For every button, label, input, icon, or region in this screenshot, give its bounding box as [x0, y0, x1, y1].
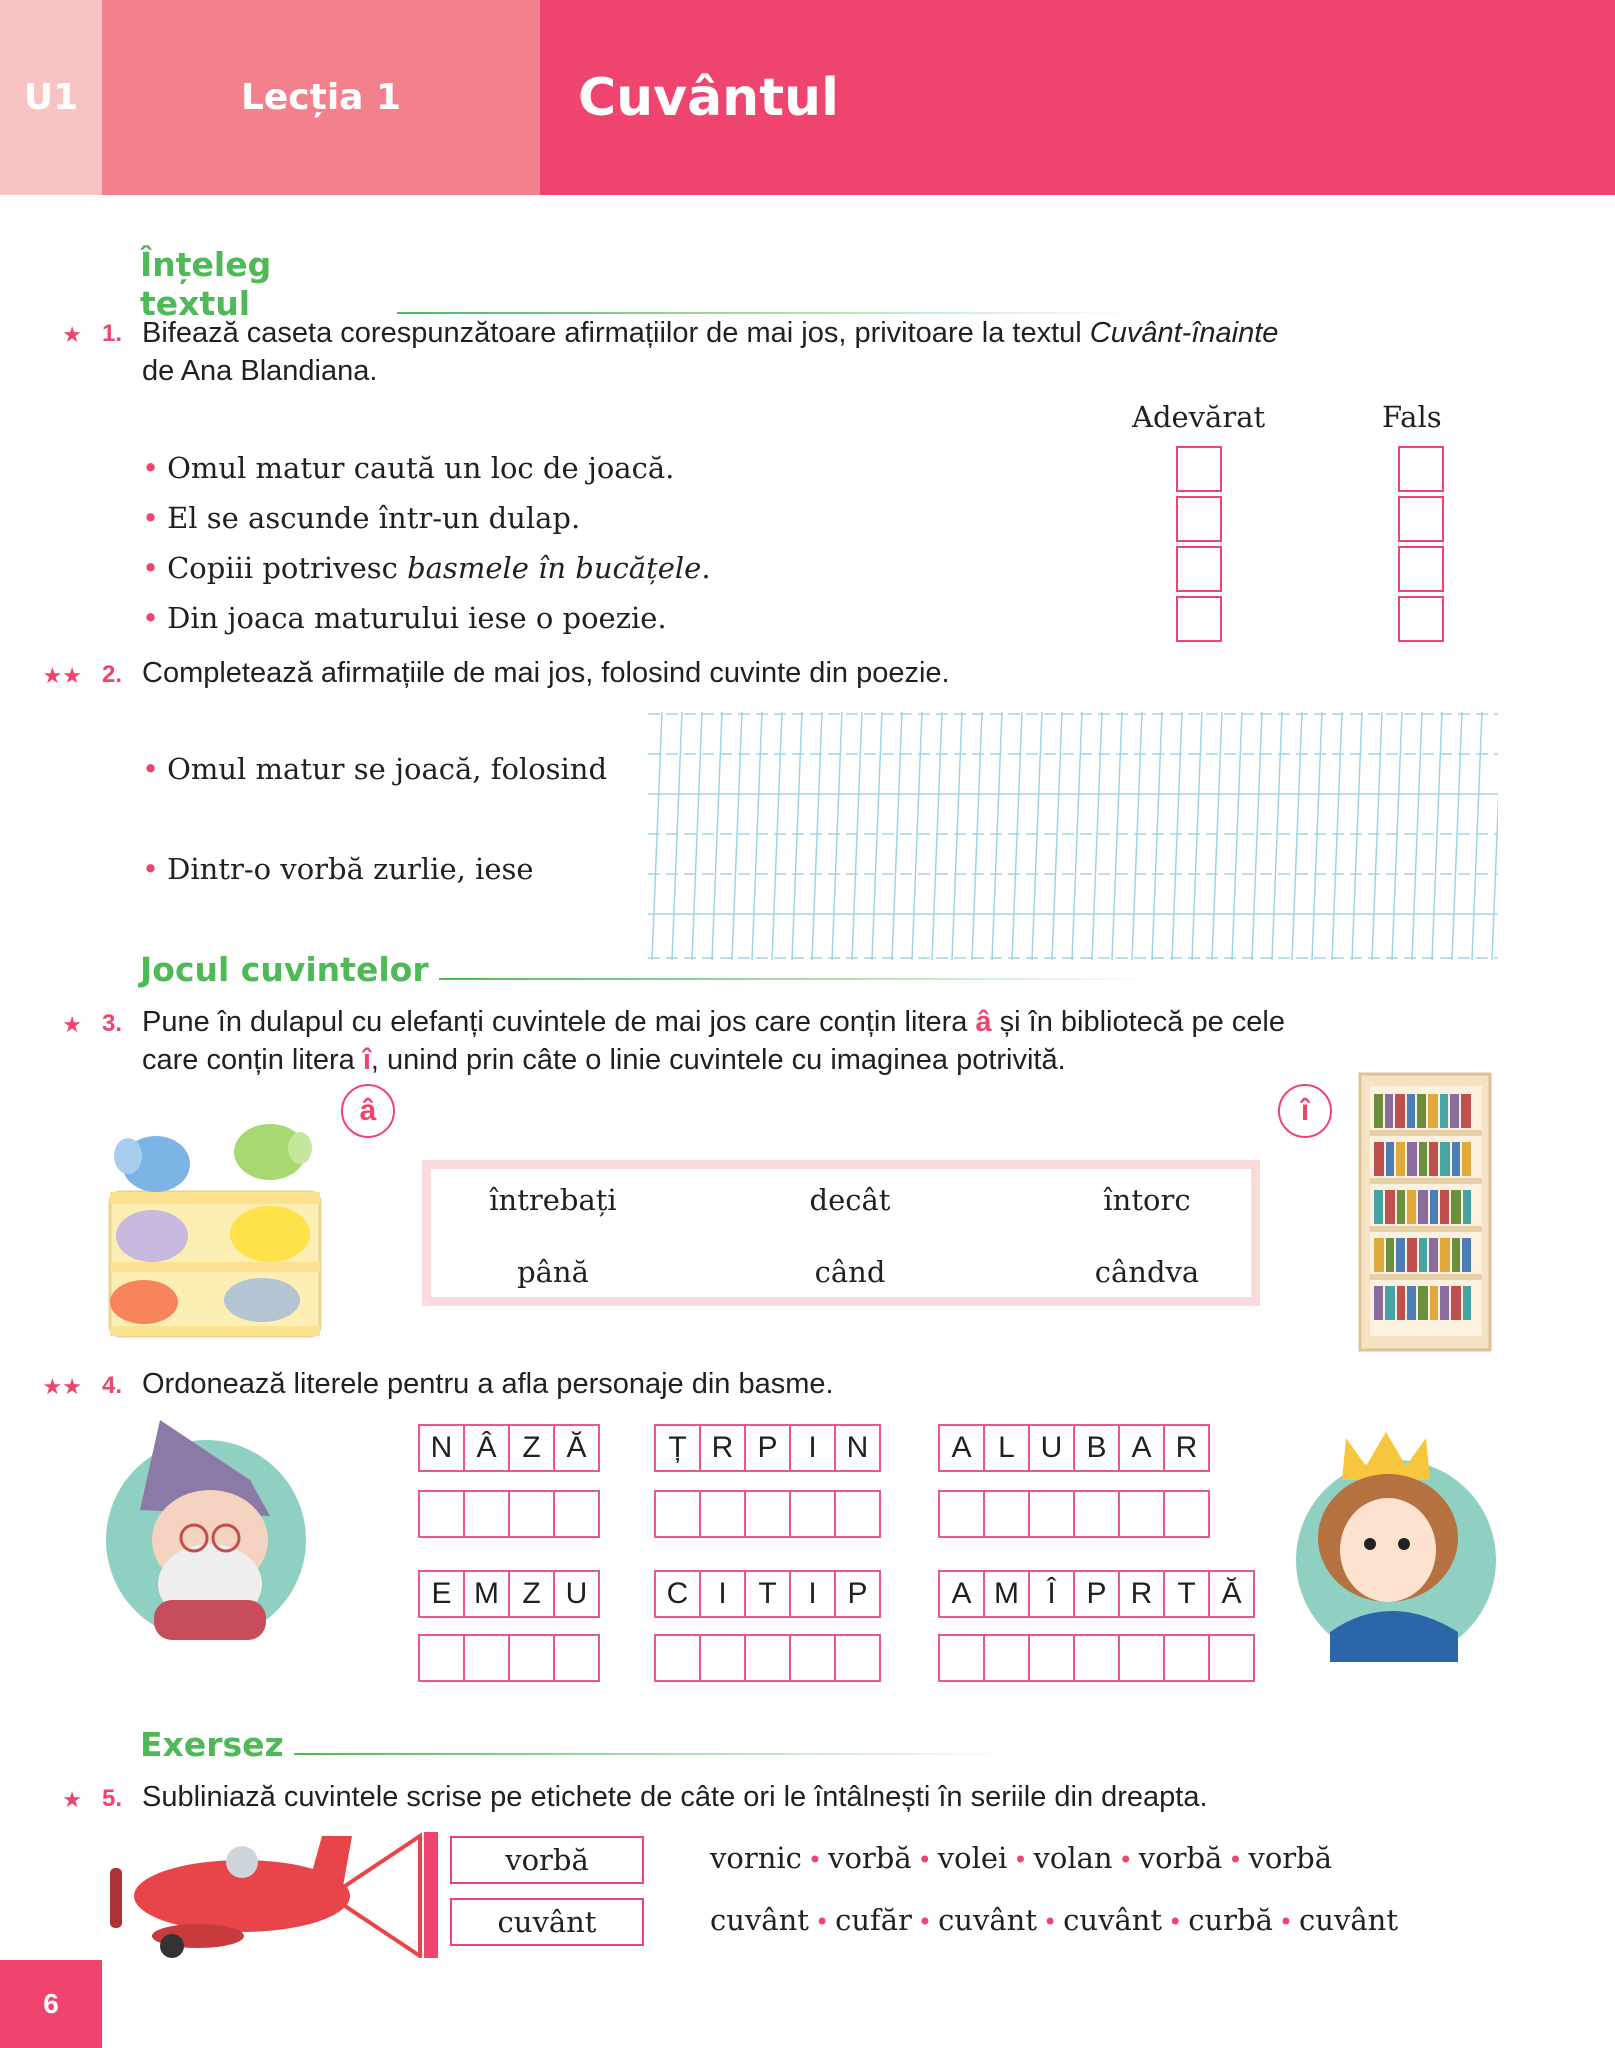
letter-cell: I — [789, 1424, 836, 1472]
exercise-5-instruction: Subliniază cuvintele scrise pe etichete de câte ori le întâlnești în seriile din dreapta. — [142, 1781, 1208, 1813]
letter-cell: Ă — [1208, 1570, 1255, 1618]
answer-cell[interactable] — [699, 1490, 746, 1538]
answer-cell[interactable] — [983, 1490, 1030, 1538]
section-title: Exersez — [140, 1725, 284, 1764]
exercise-2-instruction: Completează afirmațiile de mai jos, folosind cuvinte din poezie. — [142, 657, 950, 689]
heading-rule — [439, 978, 1159, 980]
letter-cell: R — [699, 1424, 746, 1472]
answer-cell[interactable] — [553, 1490, 600, 1538]
word-item[interactable]: când — [814, 1255, 886, 1289]
exercise-number: 3. — [102, 1010, 123, 1037]
series-word[interactable]: cufăr — [835, 1903, 912, 1937]
column-false: Fals — [1382, 400, 1442, 434]
letter-cell: M — [983, 1570, 1030, 1618]
answer-cell[interactable] — [1028, 1490, 1075, 1538]
exercise-number: 4. — [102, 1372, 123, 1399]
answer-grid-3[interactable] — [938, 1490, 1208, 1538]
letter-cell: U — [553, 1570, 600, 1618]
answer-cell[interactable] — [938, 1490, 985, 1538]
page-title: Cuvântul — [540, 0, 1615, 195]
letter-cell: E — [418, 1570, 465, 1618]
answer-cell[interactable] — [699, 1634, 746, 1682]
series-word[interactable]: cuvânt — [710, 1903, 809, 1937]
letter-cell: Î — [1028, 1570, 1075, 1618]
letter-cell: N — [418, 1424, 465, 1472]
answer-cell[interactable] — [654, 1634, 701, 1682]
completion-prompt-2: • Dintr-o vorbă zurlie, iese — [142, 852, 534, 886]
answer-cell[interactable] — [418, 1634, 465, 1682]
page-number: 6 — [0, 1960, 102, 2048]
letter-cell: P — [744, 1424, 791, 1472]
exercise-1-instruction — [142, 314, 1502, 390]
checkbox-true-1[interactable] — [1176, 446, 1222, 492]
answer-cell[interactable] — [744, 1490, 791, 1538]
text-title: Cuvânt-înainte — [1089, 317, 1279, 349]
answer-cell[interactable] — [1118, 1490, 1165, 1538]
answer-cell[interactable] — [938, 1634, 985, 1682]
word-item[interactable]: cândva — [1094, 1255, 1200, 1289]
answer-cell[interactable] — [1163, 1634, 1210, 1682]
answer-cell[interactable] — [418, 1490, 465, 1538]
checkbox-false-3[interactable] — [1398, 546, 1444, 592]
letter-cell: A — [1118, 1424, 1165, 1472]
answer-grid-1[interactable] — [418, 1490, 598, 1538]
word-label-1: vorbă — [450, 1836, 644, 1884]
letter-cell: Ț — [654, 1424, 701, 1472]
exercise-number: 1. — [102, 320, 123, 347]
letter-cell: N — [834, 1424, 881, 1472]
answer-cell[interactable] — [1208, 1634, 1255, 1682]
statement-2: • El se ascunde într-un dulap. — [142, 501, 581, 535]
checkbox-true-2[interactable] — [1176, 496, 1222, 542]
letter-a-badge: â — [341, 1084, 395, 1138]
statement-1: • Omul matur caută un loc de joacă. — [142, 451, 675, 485]
letter-cell: R — [1118, 1570, 1165, 1618]
word-item[interactable]: decât — [809, 1183, 891, 1217]
letter-cell: Ă — [553, 1424, 600, 1472]
series-word[interactable]: cuvânt — [938, 1903, 1037, 1937]
word-item[interactable]: întorc — [1103, 1183, 1191, 1217]
lesson-label: Lecția 1 — [102, 0, 540, 195]
answer-cell[interactable] — [508, 1634, 555, 1682]
letter-cell: Z — [508, 1570, 555, 1618]
section-title: Înțeleg textul — [140, 245, 272, 323]
gnome-illustration — [100, 1420, 314, 1642]
letter-cell: B — [1073, 1424, 1120, 1472]
letter-cell: P — [834, 1570, 881, 1618]
word-bank — [422, 1160, 1260, 1306]
letter-cell: T — [744, 1570, 791, 1618]
checkbox-false-1[interactable] — [1398, 446, 1444, 492]
answer-cell[interactable] — [834, 1490, 881, 1538]
answer-cell[interactable] — [654, 1490, 701, 1538]
letter-cell: A — [938, 1570, 985, 1618]
instruction-text: de Ana Blandiana. — [142, 355, 378, 387]
word-label-2: cuvânt — [450, 1898, 644, 1946]
exercise-number: 5. — [102, 1785, 123, 1812]
answer-grid-6[interactable] — [938, 1634, 1253, 1682]
letter-cell: I — [789, 1570, 836, 1618]
word-item[interactable]: până — [517, 1255, 589, 1289]
exercise-number: 2. — [102, 661, 123, 688]
letter-cell: Â — [463, 1424, 510, 1472]
series-word[interactable]: vornic — [710, 1841, 802, 1875]
difficulty-stars: ★★ — [42, 663, 82, 688]
letter-puzzle-4 — [418, 1570, 598, 1618]
series-word[interactable]: vorbă — [1248, 1841, 1333, 1875]
exercise-3-instruction: Pune în dulapul cu elefanți cuvintele de mai jos care conțin litera â și în bibliotecă pe cele care conțin litera î, unind prin câte o linie cuvintele cu imaginea potrivită. — [142, 1006, 1285, 1076]
letter-cell: A — [938, 1424, 985, 1472]
letter-puzzle-2 — [654, 1424, 879, 1472]
letter-cell: C — [654, 1570, 701, 1618]
word-item[interactable]: întrebați — [489, 1183, 617, 1217]
section-heading-understand — [140, 245, 1140, 323]
difficulty-stars: ★★ — [42, 1374, 82, 1399]
section-title: Jocul cuvintelor — [140, 950, 429, 989]
letter-cell: I — [699, 1570, 746, 1618]
series-word[interactable]: cuvânt — [1063, 1903, 1163, 1937]
series-word[interactable]: volei — [937, 1841, 1008, 1875]
series-word[interactable]: volan — [1033, 1841, 1113, 1875]
prince-illustration — [1290, 1410, 1502, 1662]
letter-puzzle-5 — [654, 1570, 879, 1618]
series-word[interactable]: vorbă — [1138, 1841, 1223, 1875]
elephant-shelf-illustration[interactable] — [104, 1112, 330, 1342]
letter-puzzle-6 — [938, 1570, 1253, 1618]
airplane-illustration — [102, 1822, 452, 1958]
answer-cell[interactable] — [789, 1634, 836, 1682]
statement-4: • Din joaca maturului iese o poezie. — [142, 601, 667, 635]
difficulty-stars: ★ — [62, 1787, 82, 1812]
letter-puzzle-3 — [938, 1424, 1208, 1472]
difficulty-stars: ★ — [62, 322, 82, 347]
letter-i-badge: î — [1278, 1084, 1332, 1138]
checkbox-false-2[interactable] — [1398, 496, 1444, 542]
letter-cell: M — [463, 1570, 510, 1618]
answer-cell[interactable] — [1118, 1634, 1165, 1682]
letter-cell: R — [1163, 1424, 1210, 1472]
checkbox-false-4[interactable] — [1398, 596, 1444, 642]
letter-cell: Z — [508, 1424, 555, 1472]
answer-cell[interactable] — [834, 1634, 881, 1682]
answer-grid-5[interactable] — [654, 1634, 879, 1682]
answer-cell[interactable] — [983, 1634, 1030, 1682]
word-series-1: vornic • vorbă • volei • volan • vorbă • vorbă — [710, 1841, 1333, 1875]
heading-rule — [294, 1753, 1014, 1755]
unit-label: U1 — [0, 0, 102, 195]
answer-cell[interactable] — [1163, 1490, 1210, 1538]
letter-cell: L — [983, 1424, 1030, 1472]
answer-cell[interactable] — [508, 1490, 555, 1538]
section-heading-practice — [140, 1725, 1240, 1764]
section-heading-wordgame — [140, 950, 1240, 989]
difficulty-stars: ★ — [62, 1012, 82, 1037]
checkbox-true-3[interactable] — [1176, 546, 1222, 592]
series-word[interactable]: vorbă — [828, 1841, 912, 1875]
letter-cell: U — [1028, 1424, 1075, 1472]
answer-grid-4[interactable] — [418, 1634, 598, 1682]
letter-i-highlight: î — [362, 1044, 371, 1076]
letter-cell: P — [1073, 1570, 1120, 1618]
answer-cell[interactable] — [463, 1634, 510, 1682]
handwriting-grid[interactable] — [648, 712, 1498, 960]
series-word[interactable]: cuvânt — [1299, 1903, 1398, 1937]
instruction-text: Bifează caseta corespunzătoare afirmațiilor de mai jos, privitoare la textul — [142, 317, 1090, 349]
statement-3: • Copiii potrivesc basmele în bucățele. — [142, 551, 711, 585]
answer-grid-2[interactable] — [654, 1490, 879, 1538]
bookshelf-illustration[interactable] — [1352, 1060, 1502, 1356]
answer-cell[interactable] — [1073, 1490, 1120, 1538]
answer-cell[interactable] — [1073, 1634, 1120, 1682]
exercise-4-instruction: Ordonează literele pentru a afla personaje din basme. — [142, 1368, 834, 1400]
word-series-2: cuvânt • cufăr • cuvânt • cuvânt • curbă • cuvânt — [710, 1903, 1398, 1937]
answer-cell[interactable] — [1028, 1634, 1075, 1682]
letter-a-highlight: â — [975, 1006, 992, 1038]
column-true: Adevărat — [1132, 400, 1266, 434]
letter-puzzle-1 — [418, 1424, 598, 1472]
completion-prompt-1: • Omul matur se joacă, folosind — [142, 752, 608, 786]
answer-cell[interactable] — [463, 1490, 510, 1538]
letter-cell: T — [1163, 1570, 1210, 1618]
answer-cell[interactable] — [789, 1490, 836, 1538]
answer-cell[interactable] — [553, 1634, 600, 1682]
series-word[interactable]: curbă — [1188, 1903, 1273, 1937]
checkbox-true-4[interactable] — [1176, 596, 1222, 642]
answer-cell[interactable] — [744, 1634, 791, 1682]
